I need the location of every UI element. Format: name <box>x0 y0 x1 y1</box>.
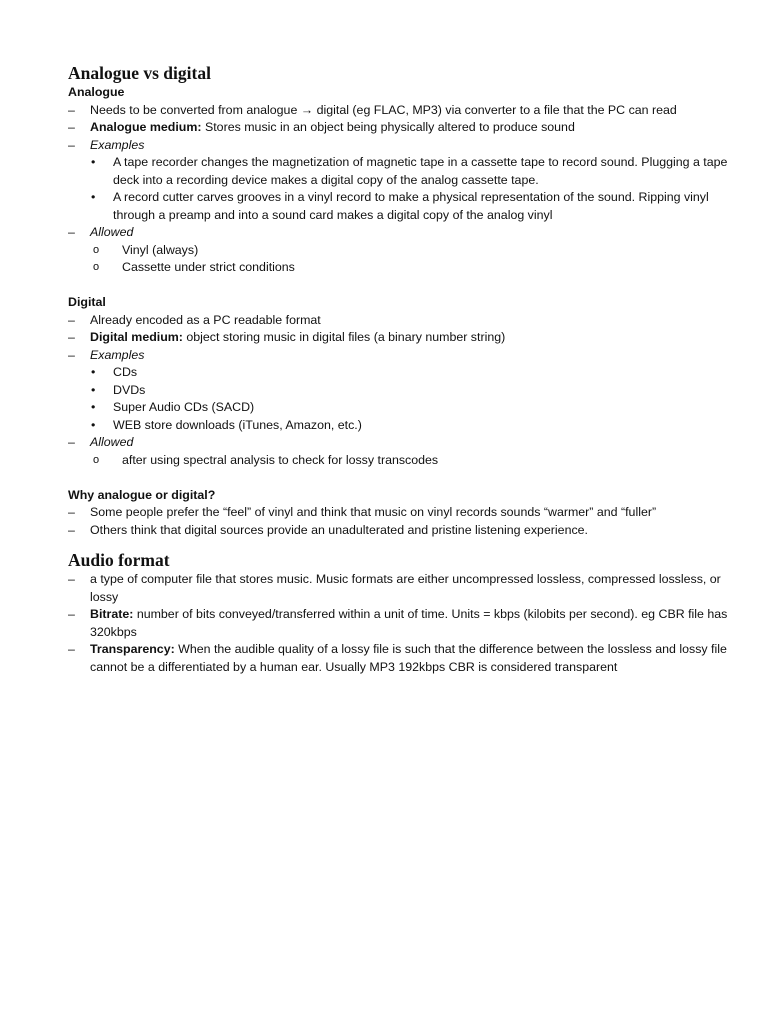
examples-label: Examples <box>90 347 145 362</box>
dash-marker: – <box>68 607 75 621</box>
list-item: – Analogue medium: Stores music in an object being physically altered to produce sound <box>68 119 728 137</box>
analogue-heading: Analogue <box>68 85 125 99</box>
page-title: Analogue vs digital <box>68 63 211 83</box>
circle-marker: o <box>93 243 100 256</box>
list-item: o Cassette under strict conditions <box>68 259 728 277</box>
list-item <box>68 434 728 452</box>
dash-marker: – <box>68 120 75 134</box>
circle-marker: o <box>93 261 100 273</box>
allowed-label: Allowed <box>90 435 134 449</box>
list-item: – Some people prefer the “feel” of vinyl and think that music on vinyl records sounds “warmer” and “fuller” <box>68 504 728 522</box>
dash-marker: – <box>68 330 75 344</box>
bullet-marker: • <box>91 155 96 169</box>
list-item: – Bitrate: number of bits conveyed/transferred within a unit of time. Units = kbps (kilobits per second). eg CBR file has 320kbps <box>68 607 728 639</box>
dash-marker: – <box>68 102 75 117</box>
list-item: – Needs to be converted from analogue → digital (eg FLAC, MP3) via converter to a file that the PC can read <box>68 102 728 120</box>
dash-marker: – <box>68 137 75 152</box>
dash-marker: – <box>68 522 75 537</box>
bullet-marker: • <box>91 365 96 379</box>
dash-marker: – <box>68 572 75 586</box>
list-item: • CDs <box>68 364 728 382</box>
list-item: – Already encoded as a PC readable format <box>68 312 728 330</box>
list-item: o after using spectral analysis to check for lossy transcodes <box>68 452 728 470</box>
section-title: Audio format <box>68 550 170 570</box>
list-item <box>68 224 728 242</box>
why-heading: Why analogue or digital? <box>68 487 216 502</box>
bullet-marker: • <box>91 190 96 204</box>
list-item: – Others think that digital sources provide an unadulterated and pristine listening experience. <box>68 522 728 540</box>
bullet-marker: • <box>91 382 96 397</box>
dash-marker: – <box>68 505 75 519</box>
term-label: Analogue medium: <box>90 120 202 134</box>
dash-marker: – <box>68 347 75 362</box>
dash-marker: – <box>68 642 75 656</box>
digital-heading: Digital <box>68 295 106 309</box>
document-body <box>68 62 728 676</box>
dash-marker: – <box>68 312 75 327</box>
list-item: – Transparency: When the audible quality of a lossy file is such that the difference between the lossless and lossy file cannot be a differentiated by a human ear. Usually MP3 192kbps CBR is considered transparent <box>68 642 727 674</box>
list-item <box>68 347 728 365</box>
list-item: o Vinyl (always) <box>68 242 728 260</box>
list-item: • WEB store downloads (iTunes, Amazon, etc.) <box>68 417 728 435</box>
circle-marker: o <box>93 453 100 466</box>
list-item <box>68 137 728 155</box>
allowed-label: Allowed <box>90 225 134 239</box>
bullet-marker: • <box>91 400 96 414</box>
bullet-marker: • <box>91 417 96 432</box>
list-item: – a type of computer file that stores music. Music formats are either uncompressed lossless, compressed lossless, or lossy <box>68 572 721 604</box>
dash-marker: – <box>68 435 75 449</box>
list-item: – Digital medium: object storing music in digital files (a binary number string) <box>68 329 728 347</box>
term-label: Transparency: <box>90 642 175 656</box>
term-label: Bitrate: <box>90 607 134 621</box>
list-item: • Super Audio CDs (SACD) <box>68 399 728 417</box>
dash-marker: – <box>68 225 75 239</box>
list-item: • A tape recorder changes the magnetization of magnetic tape in a cassette tape to record sound. Plugging a tape deck into a recording device makes a digital copy of the analog cassette tape. <box>91 155 728 187</box>
list-item: • DVDs <box>68 382 728 400</box>
term-label: Digital medium: <box>90 330 183 344</box>
list-item: • A record cutter carves grooves in a vinyl record to make a physical representation of the sound. Ripping vinyl through a preamp and into a sound card makes a digital copy of the analog vinyl <box>91 190 709 222</box>
examples-label: Examples <box>90 137 145 152</box>
